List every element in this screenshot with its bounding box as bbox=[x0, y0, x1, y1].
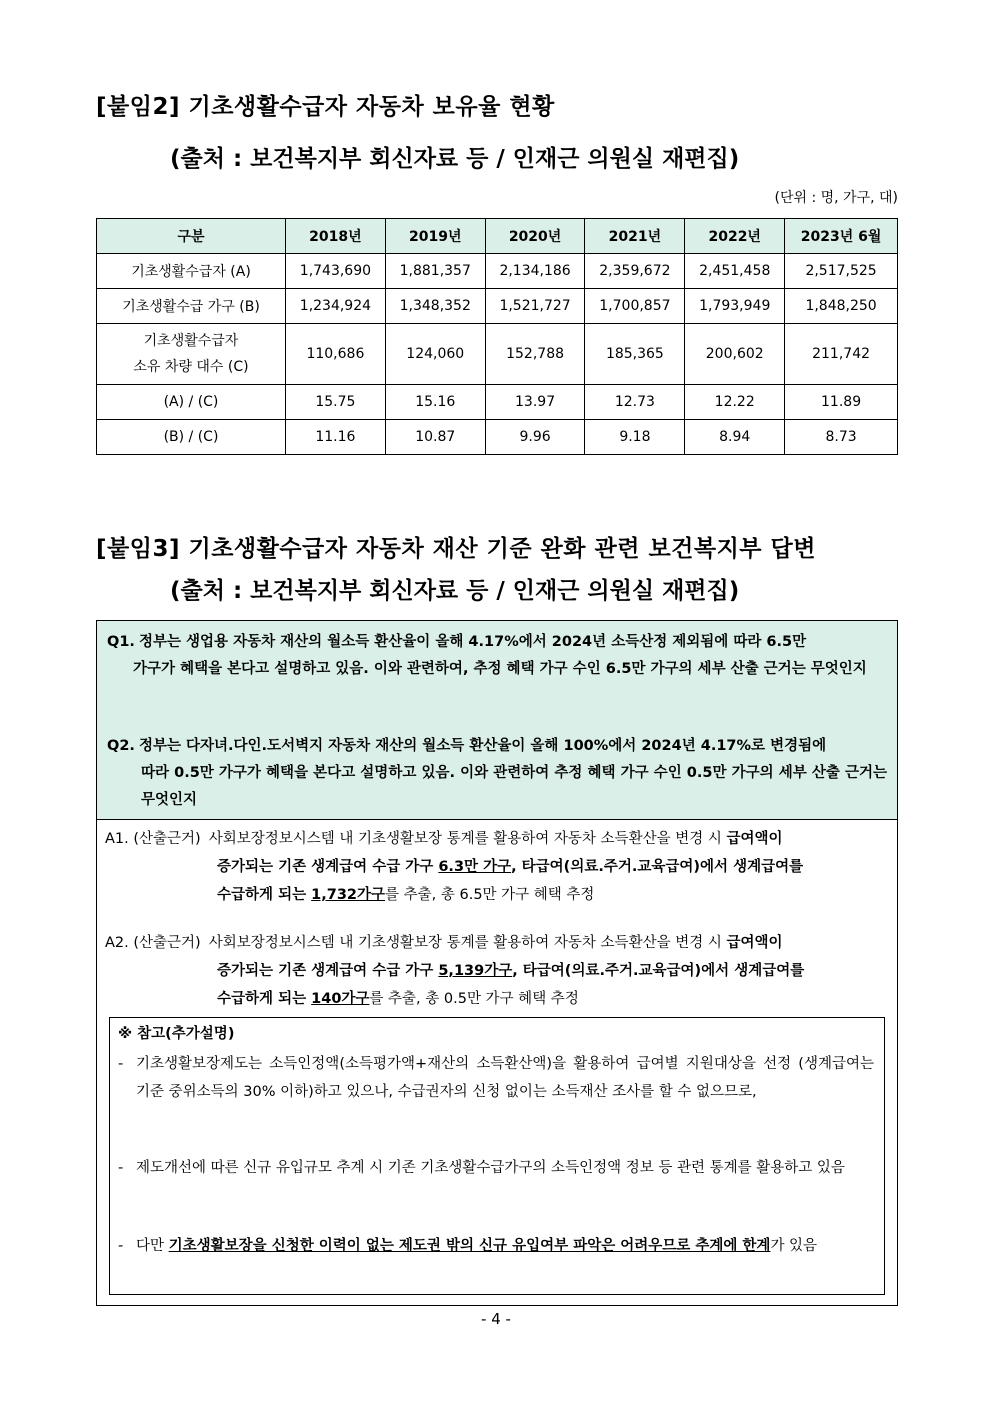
table-cell: 1,743,690 bbox=[286, 254, 386, 289]
table-cell: 9.96 bbox=[485, 420, 585, 455]
table-row bbox=[97, 289, 898, 324]
dash-marker: - bbox=[118, 1056, 124, 1072]
section3-title: [붙임3] 기초생활수급자 자동차 재산 기준 완화 관련 보건복지부 답변 bbox=[96, 536, 816, 562]
a2-label: A2. (산출근거) bbox=[105, 935, 201, 951]
table-cell: 1,881,357 bbox=[385, 254, 485, 289]
header-cell: 2021년 bbox=[585, 219, 685, 254]
table-cell: 8.94 bbox=[685, 420, 785, 455]
table-cell: 8.73 bbox=[785, 420, 898, 455]
header-cell: 2018년 bbox=[286, 219, 386, 254]
a1-text: 사회보장정보시스템 내 기초생활보장 통계를 활용하여 자동차 소득환산을 변경 시 bbox=[208, 831, 727, 847]
a1-bold: 증가되는 기존 생계급여 수급 가구 bbox=[217, 859, 439, 875]
reference-text: 기초생활보장제도는 소득인정액(소득평가액+재산의 소득환산액)을 활용하여 급여별 지원대상을 선정 (생계급여는 기준 중위소득의 30% 이하)하고 있으나, 수급권자의 신청 없이는 소득재산 조사를 할 수 없으므로, bbox=[136, 1056, 874, 1100]
table-row bbox=[97, 254, 898, 289]
row-label bbox=[97, 324, 286, 385]
table-cell: 11.89 bbox=[785, 385, 898, 420]
reference-text-post: 가 있음 bbox=[770, 1238, 818, 1254]
table-cell: 110,686 bbox=[286, 324, 386, 385]
a1-label: A1. (산출근거) bbox=[105, 831, 201, 847]
table-cell: 1,234,924 bbox=[286, 289, 386, 324]
dash-marker: - bbox=[118, 1238, 124, 1254]
table-cell: 2,359,672 bbox=[585, 254, 685, 289]
table-cell: 2,517,525 bbox=[785, 254, 898, 289]
table-header-row bbox=[97, 219, 898, 254]
a2-rest bbox=[105, 957, 889, 1013]
row-label: 기초생활수급자 (A) bbox=[97, 254, 286, 289]
a1-bold: 급여액이 bbox=[726, 831, 783, 847]
table-cell: 1,348,352 bbox=[385, 289, 485, 324]
a2-bold: , 타급여(의료.주거.교육급여)에서 생계급여를 bbox=[512, 963, 805, 979]
question-area bbox=[97, 621, 897, 820]
reference-underlined: 기초생활보장을 신청한 이력이 없는 제도권 밖의 신규 유입여부 파악은 어려우므로 추계에 한계 bbox=[168, 1238, 771, 1254]
page-number: - 4 - bbox=[481, 1310, 511, 1328]
header-cell: 구분 bbox=[97, 219, 286, 254]
answer-a1 bbox=[105, 825, 889, 909]
question-q2 bbox=[107, 733, 887, 814]
a1-bold: 수급하게 되는 bbox=[217, 887, 312, 903]
table-cell: 1,848,250 bbox=[785, 289, 898, 324]
table-cell: 9.18 bbox=[585, 420, 685, 455]
table-cell: 10.87 bbox=[385, 420, 485, 455]
q1-line1: 정부는 생업용 자동차 재산의 월소득 환산율이 올해 4.17%에서 2024년 소득산정 제외됨에 따라 6.5만 bbox=[138, 634, 807, 650]
row-label: (A) / (C) bbox=[97, 385, 286, 420]
table-row bbox=[97, 324, 898, 385]
reference-text: 제도개선에 따른 신규 유입규모 추계 시 기존 기초생활수급가구의 소득인정액 정보 등 관련 통계를 활용하고 있음 bbox=[136, 1160, 845, 1176]
a1-bold: , 타급여(의료.주거.교육급여)에서 생계급여를 bbox=[511, 859, 804, 875]
section3-source: (출처 : 보건복지부 회신자료 등 / 인재근 의원실 재편집) bbox=[170, 578, 740, 604]
table-cell: 12.22 bbox=[685, 385, 785, 420]
qa-box bbox=[96, 620, 898, 1306]
a2-underlined: 5,139가구 bbox=[438, 963, 513, 979]
header-cell: 2020년 bbox=[485, 219, 585, 254]
table-row bbox=[97, 420, 898, 455]
table-cell: 15.16 bbox=[385, 385, 485, 420]
q1-rest: 가구가 혜택을 본다고 설명하고 있음. 이와 관련하여, 추정 혜택 가구 수인 6.5만 가구의 세부 산출 근거는 무엇인지 bbox=[133, 661, 867, 677]
answer-a2 bbox=[105, 929, 889, 1013]
dash-marker: - bbox=[118, 1160, 124, 1176]
reference-text bbox=[118, 1232, 874, 1260]
a2-text: 를 추출, 총 0.5만 가구 혜택 추정 bbox=[369, 991, 579, 1007]
a1-underlined: 6.3만 가구 bbox=[438, 859, 512, 875]
a2-underlined: 140가구 bbox=[311, 991, 370, 1007]
table-cell: 200,602 bbox=[685, 324, 785, 385]
vehicle-ownership-table bbox=[96, 218, 898, 455]
table-cell: 2,451,458 bbox=[685, 254, 785, 289]
q1-label: Q1. bbox=[107, 634, 135, 650]
reference-text-pre: 다만 bbox=[136, 1238, 169, 1254]
row-label-line: 기초생활수급자 bbox=[143, 333, 239, 349]
a1-text: 를 추출, 총 6.5만 가구 혜택 추정 bbox=[385, 887, 595, 903]
table-cell: 1,521,727 bbox=[485, 289, 585, 324]
row-label-line: 소유 차량 대수 (C) bbox=[133, 359, 249, 375]
table-cell: 15.75 bbox=[286, 385, 386, 420]
table-row bbox=[97, 385, 898, 420]
table-cell: 124,060 bbox=[385, 324, 485, 385]
table-cell: 12.73 bbox=[585, 385, 685, 420]
a2-bold: 수급하게 되는 bbox=[217, 991, 312, 1007]
row-label: 기초생활수급 가구 (B) bbox=[97, 289, 286, 324]
section2-source: (출처 : 보건복지부 회신자료 등 / 인재근 의원실 재편집) bbox=[170, 146, 740, 172]
reference-item bbox=[118, 1050, 874, 1106]
a1-line1 bbox=[209, 825, 783, 853]
table-cell: 185,365 bbox=[585, 324, 685, 385]
table-cell: 11.16 bbox=[286, 420, 386, 455]
a2-line1 bbox=[209, 929, 783, 957]
table-cell: 2,134,186 bbox=[485, 254, 585, 289]
section2-title: [붙임2] 기초생활수급자 자동차 보유율 현황 bbox=[96, 94, 555, 120]
unit-note: (단위 : 명, 가구, 대) bbox=[774, 190, 898, 206]
reference-title: ※ 참고(추가설명) bbox=[118, 1026, 235, 1042]
table-cell: 152,788 bbox=[485, 324, 585, 385]
reference-item bbox=[118, 1154, 874, 1182]
a2-bold: 급여액이 bbox=[726, 935, 783, 951]
table-cell: 211,742 bbox=[785, 324, 898, 385]
table-cell: 1,793,949 bbox=[685, 289, 785, 324]
header-cell: 2019년 bbox=[385, 219, 485, 254]
a1-underlined: 1,732가구 bbox=[311, 887, 386, 903]
q2-rest: 따라 0.5만 가구가 혜택을 본다고 설명하고 있음. 이와 관련하여 추정 혜택 가구 수인 0.5만 가구의 세부 산출 근거는 무엇인지 bbox=[141, 765, 887, 808]
reference-item bbox=[118, 1232, 874, 1260]
a2-text: 사회보장정보시스템 내 기초생활보장 통계를 활용하여 자동차 소득환산을 변경 시 bbox=[208, 935, 727, 951]
header-cell: 2023년 6월 bbox=[785, 219, 898, 254]
reference-box bbox=[109, 1017, 885, 1295]
header-cell: 2022년 bbox=[685, 219, 785, 254]
q2-line1: 정부는 다자녀.다인.도서벽지 자동차 재산의 월소득 환산율이 올해 100%에서 2024년 4.17%로 변경됨에 bbox=[138, 738, 827, 754]
table-cell: 1,700,857 bbox=[585, 289, 685, 324]
a1-rest bbox=[105, 853, 889, 909]
a1-first-line bbox=[105, 825, 889, 853]
question-q1 bbox=[107, 629, 887, 683]
a2-first-line bbox=[105, 929, 889, 957]
a2-bold: 증가되는 기존 생계급여 수급 가구 bbox=[217, 963, 439, 979]
table-cell: 13.97 bbox=[485, 385, 585, 420]
q2-label: Q2. bbox=[107, 738, 135, 754]
row-label: (B) / (C) bbox=[97, 420, 286, 455]
